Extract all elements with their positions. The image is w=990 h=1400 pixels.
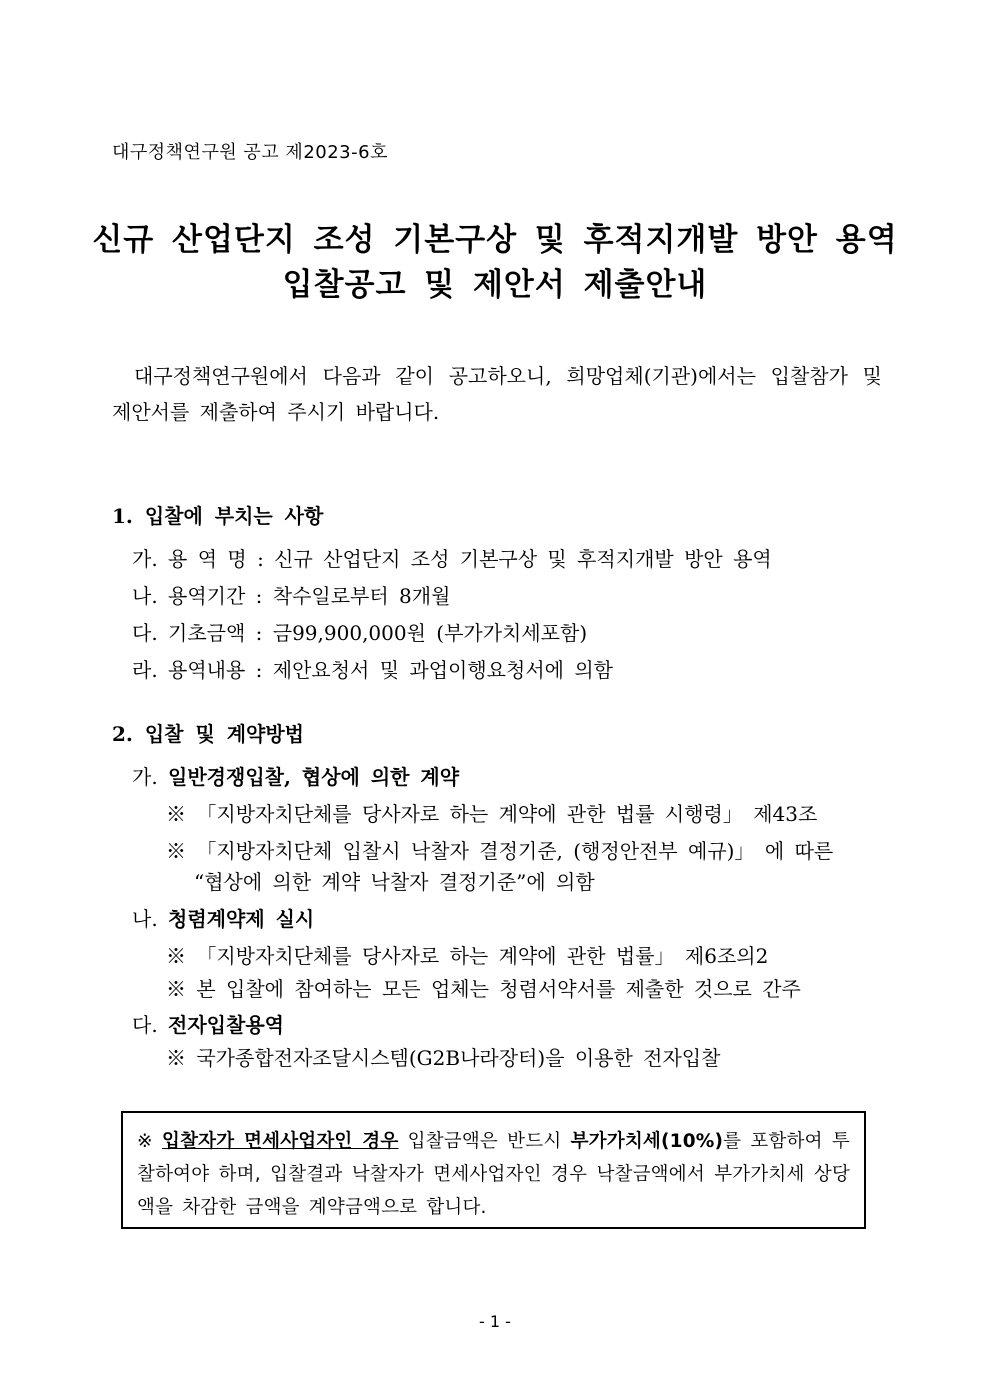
item-a-note-1: ※ 「지방자치단체를 당사자로 하는 계약에 관한 법률 시행령」 제43조 xyxy=(166,802,818,826)
title-line-1: 신규 산업단지 조성 기본구상 및 후적지개발 방안 용역 xyxy=(92,222,898,258)
section-2-item-b xyxy=(132,903,314,932)
document-title xyxy=(0,218,990,308)
section-1-heading: 1. 입찰에 부치는 사항 xyxy=(112,504,324,528)
notice-number: 대구정책연구원 공고 제2023-6호 xyxy=(112,142,388,163)
item-c-title: 전자입찰용역 xyxy=(168,1013,284,1037)
title-line-2: 입찰공고 및 제안서 제출안내 xyxy=(282,267,708,303)
section-1-item-base-amount: 다. 기초금액 : 금99,900,000원 (부가가치세포함) xyxy=(132,621,588,645)
item-b-note-1: ※ 「지방자치단체를 당사자로 하는 계약에 관한 법률」 제6조의2 xyxy=(166,944,769,968)
item-b-title: 청렴계약제 실시 xyxy=(168,907,315,931)
intro-paragraph: 대구정책연구원에서 다음과 같이 공고하오니, 희망업체(기관)에서는 입찰참가 및 제안서를 제출하여 주시기 바랍니다. xyxy=(112,364,882,424)
section-1-item-period: 나. 용역기간 : 착수일로부터 8개월 xyxy=(132,584,451,608)
notice-text-rest: 를 포함하여 투찰하여야 하며, 입찰결과 낙찰자가 면세사업자인 경우 낙찰금액에서 부가가치세 상당액을 차감한 금액을 계약금액으로 합니다. xyxy=(137,1131,850,1218)
item-c-label: 다. xyxy=(132,1013,158,1037)
page-number: - 1 - xyxy=(479,1312,511,1331)
item-c-note-1: ※ 국가종합전자조달시스템(G2B나라장터)을 이용한 전자입찰 xyxy=(166,1046,721,1070)
notice-emphasis-tax-exempt: 입찰자가 면세사업자인 경우 xyxy=(162,1131,399,1152)
item-a-label: 가. xyxy=(132,765,158,789)
item-a-note-2-continued: “협상에 의한 계약 낙찰자 결정기준”에 의함 xyxy=(194,870,595,894)
item-b-label: 나. xyxy=(132,907,158,931)
notice-text-middle: 입찰금액은 반드시 xyxy=(398,1131,571,1152)
tax-exempt-notice-box xyxy=(121,1111,866,1229)
notice-prefix: ※ xyxy=(137,1131,163,1152)
section-1-item-service-name: 가. 용 역 명 : 신규 산업단지 조성 기본구상 및 후적지개발 방안 용역 xyxy=(132,547,772,571)
notice-emphasis-vat: 부가가치세(10%) xyxy=(570,1131,724,1152)
item-b-note-2: ※ 본 입찰에 참여하는 모든 업체는 청렴서약서를 제출한 것으로 간주 xyxy=(166,977,801,1001)
item-a-note-2: ※ 「지방자치단체 입찰시 낙찰자 결정기준, (행정안전부 예규)」 에 따른 xyxy=(166,839,834,863)
item-a-title: 일반경쟁입찰, 협상에 의한 계약 xyxy=(168,765,460,789)
section-1-item-content: 라. 용역내용 : 제안요청서 및 과업이행요청서에 의함 xyxy=(132,658,613,682)
section-2-heading: 2. 입찰 및 계약방법 xyxy=(112,722,305,746)
section-2-item-c xyxy=(132,1009,284,1038)
section-2-item-a xyxy=(132,761,459,790)
